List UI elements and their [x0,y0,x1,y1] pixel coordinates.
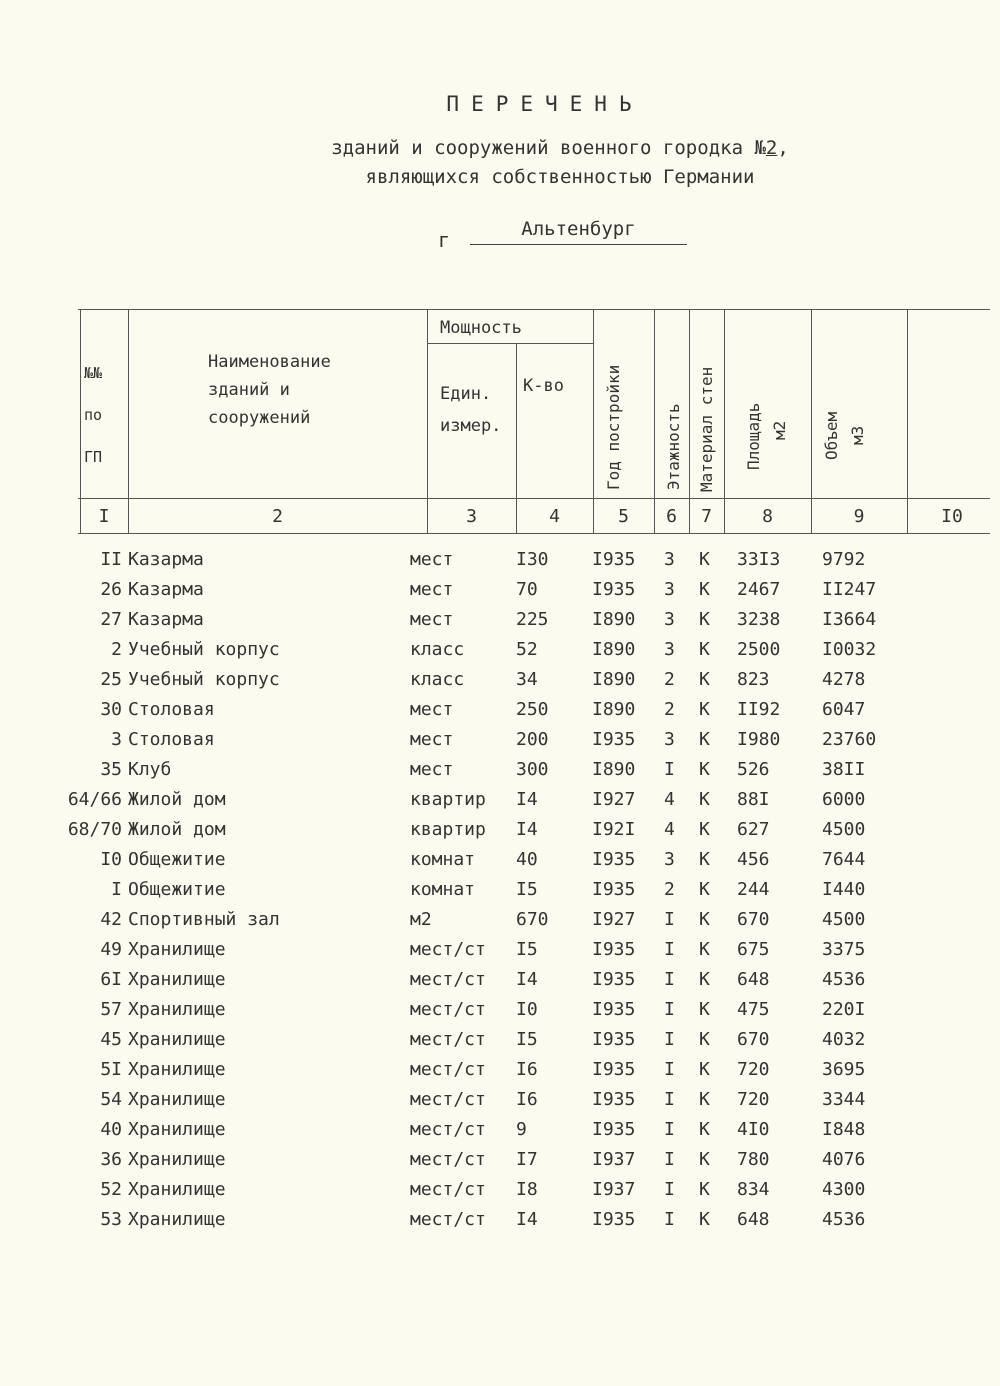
row-unit: квартир [410,789,486,810]
row-floors: I [664,939,675,960]
table-row [0,1059,1000,1089]
row-area: I980 [737,729,781,750]
row-material: К [699,969,710,990]
row-material: К [699,1209,710,1230]
colnum-divider [78,533,990,534]
row-volume: I440 [822,879,866,900]
row-name: Столовая [128,699,215,720]
col2-line: зданий и [208,380,290,400]
row-id: 3 [111,729,122,750]
row-material: К [699,1119,710,1140]
table-row [0,939,1000,969]
table-row [0,969,1000,999]
city-name: Альтенбург [470,218,687,245]
row-area: 675 [737,939,770,960]
row-quantity: I5 [516,1029,538,1050]
row-unit: мест/ст [410,1179,486,1200]
row-volume: 220I [822,999,866,1020]
row-volume: II247 [822,579,877,600]
row-floors: 3 [664,729,675,750]
row-volume: 6000 [822,789,866,810]
table-row [0,759,1000,789]
row-id: 6I [100,969,122,990]
col4-header: К-во [523,376,564,396]
row-quantity: I0 [516,999,538,1020]
row-id: 53 [100,1209,122,1230]
table-row [0,1179,1000,1209]
table-row [0,1029,1000,1059]
table-row [0,1119,1000,1149]
row-unit: мест/ст [410,939,486,960]
table-row [0,909,1000,939]
table-row [0,819,1000,849]
row-floors: I [664,1179,675,1200]
row-id: 35 [100,759,122,780]
row-year: I937 [592,1179,636,1200]
row-material: К [699,699,710,720]
row-quantity: I7 [516,1149,538,1170]
row-material: К [699,1059,710,1080]
table-row [0,549,1000,579]
colnum-1: I [98,506,110,527]
row-year: I935 [592,879,636,900]
row-quantity: 52 [516,639,538,660]
row-material: К [699,909,710,930]
row-name: Хранилище [128,1059,226,1080]
row-year: I935 [592,1209,636,1230]
subtitle-line-2: являющихся собственностью Германии [365,166,755,188]
town-number: 2 [765,137,778,159]
row-floors: 2 [664,699,675,720]
row-area: 780 [737,1149,770,1170]
row-id: I0 [100,849,122,870]
col9-header-line2: м3 [848,425,867,445]
row-name: Хранилище [128,969,226,990]
row-volume: 38II [822,759,866,780]
row-unit: мест/ст [410,1209,486,1230]
row-unit: комнат [410,849,476,870]
row-name: Хранилище [128,1089,226,1110]
row-quantity: I30 [516,549,549,570]
row-area: 2500 [737,639,781,660]
colnum-9: 9 [853,506,865,527]
row-floors: 2 [664,879,675,900]
row-volume: I0032 [822,639,877,660]
row-volume: 4500 [822,819,866,840]
row-material: К [699,1179,710,1200]
row-material: К [699,669,710,690]
row-quantity: 200 [516,729,549,750]
row-material: К [699,789,710,810]
row-volume: 4300 [822,1179,866,1200]
row-unit: класс [410,639,465,660]
col7-header: Материал стен [697,366,716,492]
row-id: 40 [100,1119,122,1140]
col3-header [440,378,501,442]
row-year: I935 [592,1059,636,1080]
row-name: Общежитие [128,849,226,870]
row-name: Хранилище [128,1029,226,1050]
row-floors: I [664,1119,675,1140]
row-quantity: I4 [516,969,538,990]
colnum-6: 6 [666,506,677,527]
row-id: 42 [100,909,122,930]
row-area: 627 [737,819,770,840]
row-volume: 4032 [822,1029,866,1050]
row-floors: 3 [664,639,675,660]
row-year: I890 [592,669,636,690]
row-unit: м2 [410,909,432,930]
row-unit: мест/ст [410,1119,486,1140]
row-quantity: I6 [516,1089,538,1110]
row-material: К [699,999,710,1020]
row-year: I890 [592,759,636,780]
row-id: II [100,549,122,570]
row-quantity: I4 [516,819,538,840]
col3-line: измер. [440,416,502,436]
subtitle-comma: , [777,137,789,159]
subtitle-text: зданий и сооружений военного городка № [331,137,766,159]
row-material: К [699,879,710,900]
row-year: I890 [592,639,636,660]
row-volume: 9792 [822,549,866,570]
col1-line: №№ [84,364,103,382]
row-year: I935 [592,579,636,600]
row-year: I92I [592,819,636,840]
row-unit: мест [410,729,454,750]
row-volume: 4278 [822,669,866,690]
table-row [0,669,1000,699]
row-area: 823 [737,669,770,690]
row-volume: I848 [822,1119,866,1140]
row-unit: класс [410,669,465,690]
row-quantity: I5 [516,879,538,900]
row-material: К [699,849,710,870]
row-name: Клуб [128,759,172,780]
table-body [0,549,1000,1239]
subtitle-line-1 [0,137,1000,159]
row-volume: 3344 [822,1089,866,1110]
table-row [0,1209,1000,1239]
row-area: 720 [737,1059,770,1080]
colnum-3: 3 [466,506,477,527]
row-name: Учебный корпус [128,669,280,690]
row-unit: мест/ст [410,1029,486,1050]
capacity-divider [428,343,593,344]
row-unit: мест/ст [410,999,486,1020]
row-name: Казарма [128,549,204,570]
row-name: Хранилище [128,999,226,1020]
row-unit: мест/ст [410,1149,486,1170]
colnum-10: I0 [941,506,963,527]
row-name: Хранилище [128,939,226,960]
table-row [0,879,1000,909]
capacity-header: Мощность [440,318,522,338]
row-floors: I [664,999,675,1020]
row-year: I890 [592,699,636,720]
row-name: Жилой дом [128,789,226,810]
colnum-8: 8 [762,506,773,527]
col2-header [208,348,331,432]
row-unit: мест [410,759,454,780]
row-id: 2 [111,639,122,660]
row-year: I890 [592,609,636,630]
col-border-4 [593,309,594,534]
col-border-1 [128,309,129,534]
row-id: 64/66 [67,789,122,810]
row-area: 648 [737,1209,770,1230]
col-border-9 [907,309,908,534]
row-material: К [699,759,710,780]
row-unit: мест [410,699,454,720]
row-area: 648 [737,969,770,990]
table-row [0,1089,1000,1119]
row-quantity: 9 [516,1119,527,1140]
row-unit: мест [410,579,454,600]
table-row [0,729,1000,759]
col8-header-line2: м2 [770,420,789,440]
row-name: Учебный корпус [128,639,280,660]
row-quantity: 40 [516,849,538,870]
row-material: К [699,579,710,600]
row-volume: 4536 [822,1209,866,1230]
table-row [0,639,1000,669]
row-material: К [699,639,710,660]
row-floors: 3 [664,579,675,600]
row-floors: 2 [664,669,675,690]
table-row [0,579,1000,609]
row-id: 26 [100,579,122,600]
col-border-2 [427,309,428,534]
row-quantity: I5 [516,939,538,960]
row-floors: I [664,1209,675,1230]
row-area: 720 [737,1089,770,1110]
row-area: 88I [737,789,770,810]
row-floors: I [664,969,675,990]
col-border-8 [811,309,812,534]
row-volume: 3695 [822,1059,866,1080]
document-title: ПЕРЕЧЕНЬ [446,92,644,116]
row-area: 4I0 [737,1119,770,1140]
row-unit: мест/ст [410,969,486,990]
row-id: 45 [100,1029,122,1050]
row-year: I935 [592,939,636,960]
col-border-0 [80,309,81,534]
row-material: К [699,1089,710,1110]
row-quantity: I4 [516,1209,538,1230]
row-unit: мест/ст [410,1089,486,1110]
row-floors: 4 [664,819,675,840]
row-floors: I [664,1149,675,1170]
city-label: г [438,228,451,252]
row-name: Хранилище [128,1119,226,1140]
row-year: I927 [592,909,636,930]
row-year: I935 [592,549,636,570]
row-quantity: 70 [516,579,538,600]
col2-line: Наименование [208,352,331,372]
row-floors: 4 [664,789,675,810]
row-year: I935 [592,1089,636,1110]
row-quantity: 250 [516,699,549,720]
table-row [0,999,1000,1029]
row-id: I [111,879,122,900]
row-material: К [699,549,710,570]
row-material: К [699,1149,710,1170]
row-id: 54 [100,1089,122,1110]
row-floors: I [664,1029,675,1050]
col9-header-line1: Объем [822,411,841,460]
col1-line: ГП [84,448,103,466]
row-area: 670 [737,1029,770,1050]
row-name: Казарма [128,579,204,600]
row-volume: 4500 [822,909,866,930]
row-quantity: 34 [516,669,538,690]
row-material: К [699,939,710,960]
row-area: 33I3 [737,549,781,570]
table-row [0,609,1000,639]
row-material: К [699,1029,710,1050]
row-name: Хранилище [128,1179,226,1200]
row-year: I935 [592,1029,636,1050]
colnum-4: 4 [549,506,560,527]
col1-line: по [84,406,103,424]
table-row [0,789,1000,819]
row-quantity: 670 [516,909,549,930]
row-floors: I [664,1089,675,1110]
colnum-2: 2 [272,506,283,527]
row-volume: 7644 [822,849,866,870]
row-volume: 4076 [822,1149,866,1170]
row-volume: I3664 [822,609,877,630]
row-name: Спортивный зал [128,909,280,930]
row-year: I937 [592,1149,636,1170]
row-quantity: I8 [516,1179,538,1200]
row-id: 36 [100,1149,122,1170]
col8-header-line1: Площадь [744,402,763,470]
col2-line: сооружений [208,408,311,428]
colnum-7: 7 [701,506,712,527]
row-volume: 3375 [822,939,866,960]
row-name: Столовая [128,729,215,750]
row-floors: I [664,1059,675,1080]
row-year: I927 [592,789,636,810]
table-row [0,699,1000,729]
row-name: Казарма [128,609,204,630]
col6-header: Этажность [664,403,683,490]
row-name: Общежитие [128,879,226,900]
row-material: К [699,609,710,630]
col3-line: Един. [440,384,492,404]
row-area: 475 [737,999,770,1020]
row-floors: 3 [664,549,675,570]
row-id: 49 [100,939,122,960]
row-area: 2467 [737,579,781,600]
row-quantity: 300 [516,759,549,780]
table-top-border [78,309,990,310]
row-name: Хранилище [128,1149,226,1170]
row-quantity: 225 [516,609,549,630]
row-area: 3238 [737,609,781,630]
table-row [0,849,1000,879]
row-floors: I [664,909,675,930]
row-unit: мест [410,609,454,630]
header-divider [78,498,990,499]
row-id: 27 [100,609,122,630]
row-id: 25 [100,669,122,690]
row-unit: комнат [410,879,476,900]
row-area: II92 [737,699,781,720]
row-year: I935 [592,729,636,750]
row-name: Хранилище [128,1209,226,1230]
colnum-5: 5 [618,506,629,527]
table-row [0,1149,1000,1179]
row-area: 526 [737,759,770,780]
col5-header: Год постройки [604,364,623,490]
row-volume: 4536 [822,969,866,990]
col-border-5 [654,309,655,534]
row-year: I935 [592,1119,636,1140]
row-material: К [699,819,710,840]
row-material: К [699,729,710,750]
row-id: 57 [100,999,122,1020]
row-year: I935 [592,969,636,990]
row-area: 456 [737,849,770,870]
col1-header [84,352,102,478]
row-quantity: I6 [516,1059,538,1080]
row-floors: 3 [664,849,675,870]
row-unit: мест/ст [410,1059,486,1080]
col-border-7 [724,309,725,534]
row-id: 68/70 [67,819,122,840]
row-id: 52 [100,1179,122,1200]
row-id: 30 [100,699,122,720]
row-id: 5I [100,1059,122,1080]
row-unit: мест [410,549,454,570]
row-area: 670 [737,909,770,930]
col-border-6 [689,309,690,534]
row-area: 834 [737,1179,770,1200]
row-area: 244 [737,879,770,900]
row-unit: квартир [410,819,486,840]
row-name: Жилой дом [128,819,226,840]
row-volume: 23760 [822,729,877,750]
row-floors: 3 [664,609,675,630]
row-quantity: I4 [516,789,538,810]
row-year: I935 [592,999,636,1020]
row-floors: I [664,759,675,780]
row-volume: 6047 [822,699,866,720]
row-year: I935 [592,849,636,870]
